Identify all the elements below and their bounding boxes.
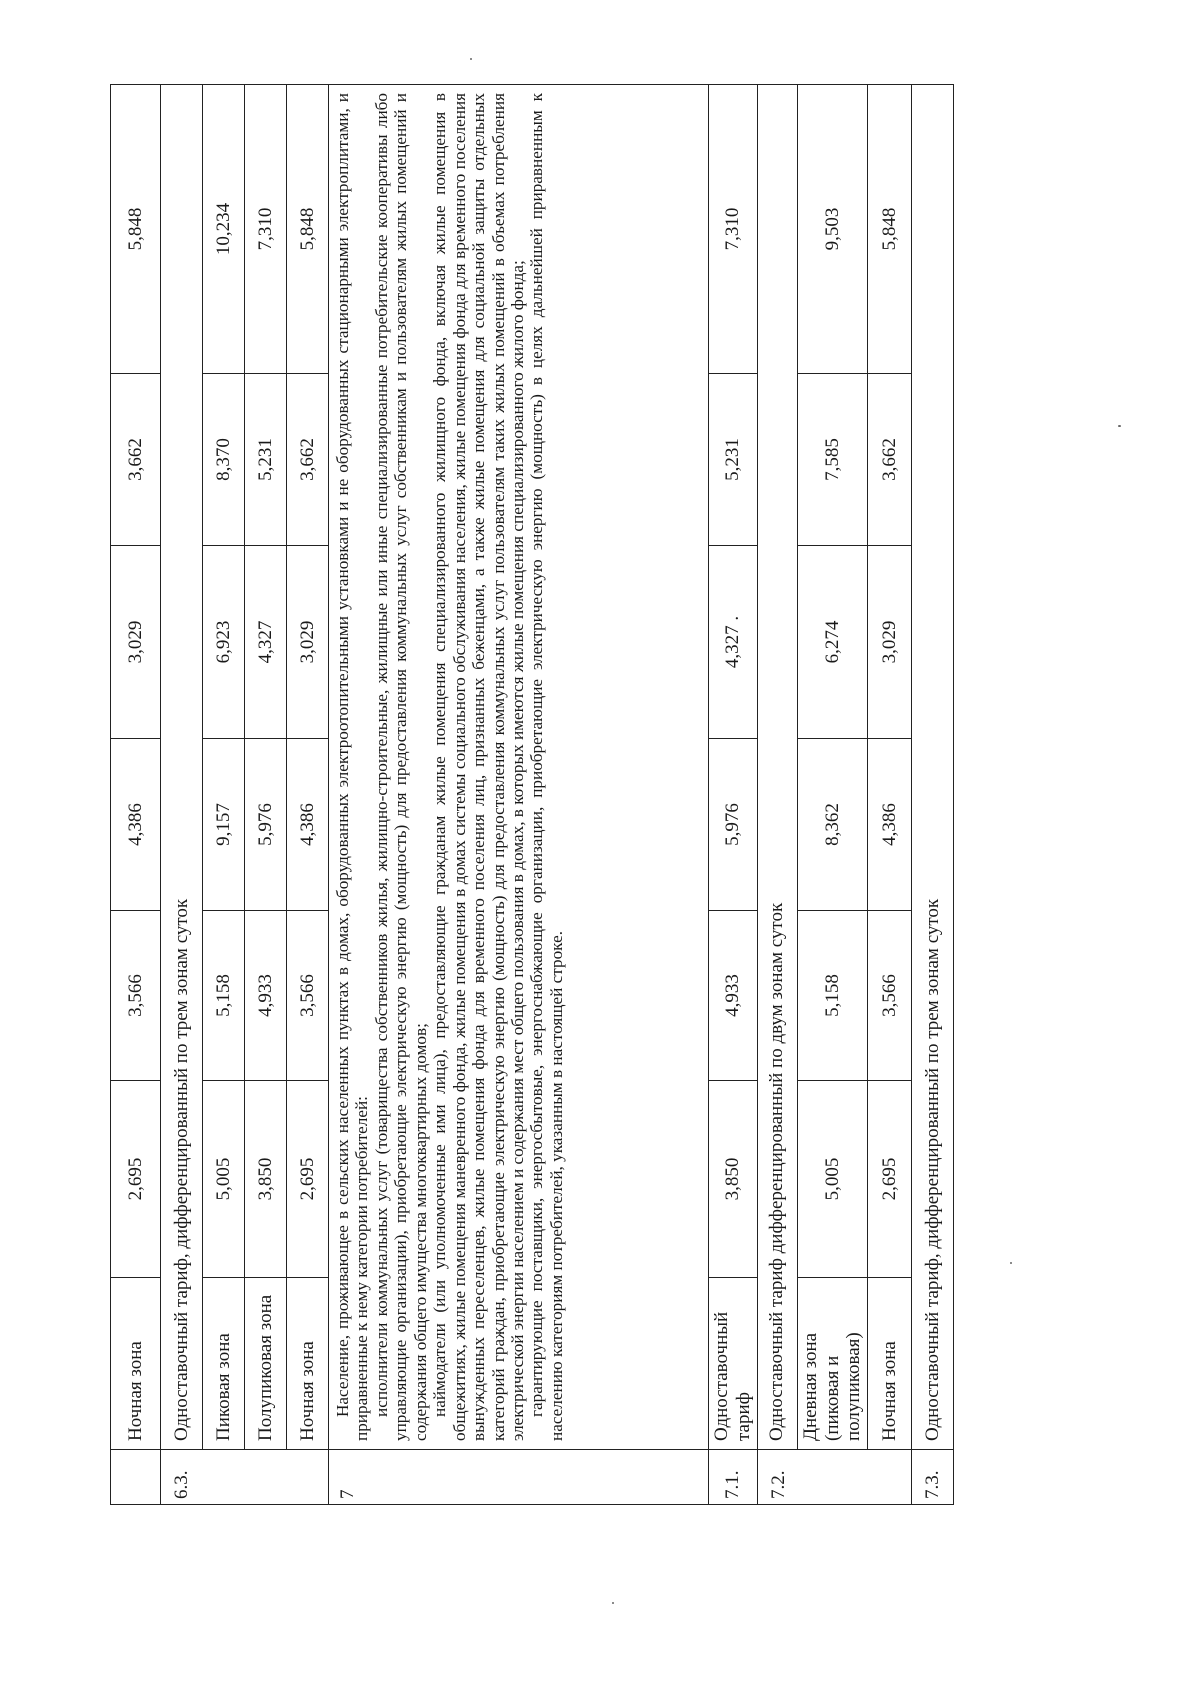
code-cell-empty bbox=[111, 1450, 161, 1505]
value-cell: 5,005 bbox=[203, 1081, 245, 1278]
value-cell: 8,362 bbox=[797, 739, 868, 911]
value-cell: 4,386 bbox=[111, 739, 161, 911]
value-cell: 4,327 . bbox=[709, 546, 758, 739]
section-code-7-1: 7.1. bbox=[709, 1450, 758, 1505]
value-cell: 3,566 bbox=[111, 911, 161, 1081]
value-cell: 4,386 bbox=[287, 739, 329, 911]
value-cell: 5,848 bbox=[868, 85, 912, 374]
description-paragraph: Население, проживающее в сельских населенных пунктах в домах, оборудованных электроотопительными установками и не оборудованных стационарными электроплитами, и приравненные к нему категории потребителей: bbox=[333, 93, 372, 1441]
value-cell: 2,695 bbox=[868, 1081, 912, 1278]
value-cell: 3,566 bbox=[868, 911, 912, 1081]
section-code-6-3: 6.3. bbox=[161, 1450, 329, 1505]
value-cell: 9,157 bbox=[203, 739, 245, 911]
value-cell: 3,029 bbox=[111, 546, 161, 739]
section-code-7: 7 bbox=[329, 1450, 709, 1505]
section-header-6-3 bbox=[161, 85, 203, 1505]
table-row bbox=[203, 85, 245, 1505]
row-label: Одноставочный тариф bbox=[709, 1278, 758, 1450]
table-row-night-top bbox=[111, 85, 161, 1505]
value-cell: 2,695 bbox=[287, 1081, 329, 1278]
description-paragraph: наймодатели (или уполномоченные ими лица), предоставляющие гражданам жилые помещения специализированного жилищного фонда, включая жилые помещения в общежитиях, жилые помещения маневренного фонда, жилые помещения в домах системы социального обслуживания населения, жилые помещения фонда для временного поселения вынужденных переселенцев, жилые помещения фонда для временного поселения лиц, признанных беженцами, а также жилые помещения для социальной защиты отдельных категорий граждан, приобретающие электрическую энергию (мощность) для предоставления коммунальных услуг пользователям таких жилых помещений в объемах потребления электрической энергии населением и содержания мест общего пользования в домах, в которых имеются жилые помещения специализированного жилого фонда; bbox=[430, 93, 527, 1441]
table-row bbox=[868, 85, 912, 1505]
row-label: Ночная зона bbox=[111, 1278, 161, 1450]
scan-speck bbox=[1010, 1262, 1012, 1264]
value-cell: 3,029 bbox=[868, 546, 912, 739]
value-cell: 4,327 bbox=[245, 546, 287, 739]
row-label: Пиковая зона bbox=[203, 1278, 245, 1450]
value-cell: 5,848 bbox=[111, 85, 161, 374]
table-row bbox=[797, 85, 868, 1505]
value-cell: 9,503 bbox=[797, 85, 868, 374]
table-row-7-1 bbox=[709, 85, 758, 1505]
rotated-tariff-table-sheet bbox=[110, 85, 943, 1505]
value-cell: 2,695 bbox=[111, 1081, 161, 1278]
value-cell: 3,566 bbox=[287, 911, 329, 1081]
value-cell: 6,923 bbox=[203, 546, 245, 739]
value-cell: 3,662 bbox=[868, 374, 912, 546]
section-header-7-3 bbox=[912, 85, 954, 1505]
value-cell: 4,386 bbox=[868, 739, 912, 911]
value-cell: 7,310 bbox=[245, 85, 287, 374]
section-7-description bbox=[329, 85, 709, 1450]
scan-speck bbox=[1118, 425, 1121, 427]
value-cell: 3,029 bbox=[287, 546, 329, 739]
value-cell: 3,662 bbox=[111, 374, 161, 546]
value-cell: 7,310 bbox=[709, 85, 758, 374]
section-code-7-3: 7.3. bbox=[912, 1450, 954, 1505]
value-cell: 3,662 bbox=[287, 374, 329, 546]
value-cell: 5,976 bbox=[245, 739, 287, 911]
row-label: Ночная зона bbox=[868, 1278, 912, 1450]
table-row bbox=[245, 85, 287, 1505]
value-cell: 5,231 bbox=[245, 374, 287, 546]
value-cell: 3,850 bbox=[245, 1081, 287, 1278]
row-label: Дневная зона (пиковая и полупиковая) bbox=[797, 1278, 868, 1450]
value-cell: 6,274 bbox=[797, 546, 868, 739]
row-label: Ночная зона bbox=[287, 1278, 329, 1450]
value-cell: 3,850 bbox=[709, 1081, 758, 1278]
value-cell: 5,158 bbox=[203, 911, 245, 1081]
value-cell: 5,976 bbox=[709, 739, 758, 911]
value-cell: 5,231 bbox=[709, 374, 758, 546]
section-code-7-2: 7.2. bbox=[757, 1450, 912, 1505]
scan-speck bbox=[612, 1602, 614, 1604]
tariff-table bbox=[110, 84, 954, 1505]
row-label: Полупиковая зона bbox=[245, 1278, 287, 1450]
value-cell: 10,234 bbox=[203, 85, 245, 374]
value-cell: 7,585 bbox=[797, 374, 868, 546]
value-cell: 5,005 bbox=[797, 1081, 868, 1278]
value-cell: 8,370 bbox=[203, 374, 245, 546]
value-cell: 4,933 bbox=[245, 911, 287, 1081]
section-header-7-2 bbox=[757, 85, 797, 1505]
description-paragraph: исполнители коммунальных услуг (товарищества собственников жилья, жилищно-строительные, жилищные или иные специализированные потребительские кооперативы либо управляющие организации), приобретающие электрическую энергию (мощность) для предоставления коммунальных услуг собственникам и пользователям жилых помещений и содержания общего имущества многоквартирных домов; bbox=[371, 93, 430, 1441]
section-title-6-3: Одноставочный тариф, дифференцированный по трем зонам суток bbox=[161, 85, 203, 1450]
value-cell: 5,848 bbox=[287, 85, 329, 374]
section-title-7-2: Одноставочный тариф дифференцированный по двум зонам суток bbox=[757, 85, 797, 1450]
table-row bbox=[287, 85, 329, 1505]
scan-speck bbox=[470, 58, 472, 60]
section-7-description-row bbox=[329, 85, 709, 1505]
description-paragraph: гарантирующие поставщики, энергосбытовые, энергоснабжающие организации, приобретающие электрическую энергию (мощность) в целях дальнейшей приравненным к населению категориям потребителей, указанным в настоящей строке. bbox=[527, 93, 566, 1441]
section-title-7-3: Одноставочный тариф, дифференцированный по трем зонам суток bbox=[912, 85, 954, 1450]
value-cell: 5,158 bbox=[797, 911, 868, 1081]
value-cell: 4,933 bbox=[709, 911, 758, 1081]
